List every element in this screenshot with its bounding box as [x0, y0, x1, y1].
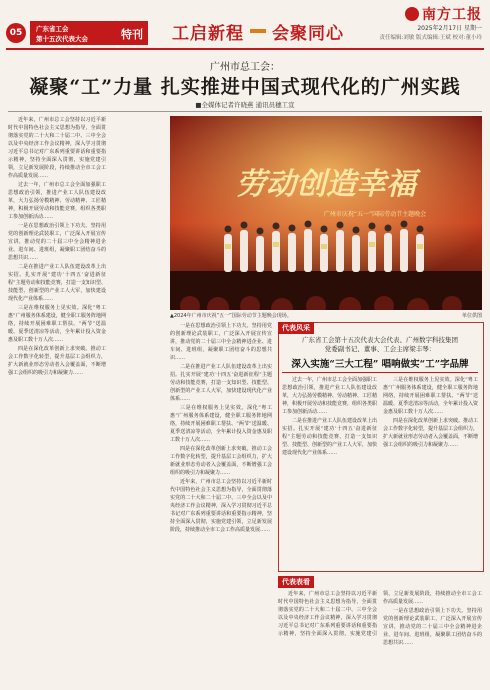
body-paragraph: 二是在推进产业工人队伍建设改革上出实招。扎实开展“建功‘十四五’奋进新征程”主题劳动和技能竞赛，打造一支知识型、技能型、创新型的产业工人大军，加快建设现代化产业体系…… [170, 364, 272, 402]
rep-body-2 [278, 590, 482, 684]
rep-body [282, 376, 478, 566]
slogan [172, 16, 344, 46]
brand [405, 4, 482, 24]
body-paragraph: 过去一年，广州市总工会全面加强职工思想政治引领，推进产业工人队伍建设改革，大力弘扬劳模精神、劳动精神、工匠精神，积极开展劳动和技能竞赛，组织各类职工参加创新活动…… [8, 182, 106, 220]
article-headline: 凝聚“工”力量 扎实推进中国式现代化的广州实践 [29, 76, 461, 98]
rep-line-2: 党委副书记、董事、工会主席梁丰琴： [324, 345, 436, 353]
rep-title-rule [282, 372, 478, 373]
slogan-divider [250, 29, 266, 33]
rep-paragraph: 近年来，广州市总工会坚持以习近平新时代中国特色社会主义思想为指导，全面贯彻落实党的二十大和二十届二中、三中全会以及中央经济工作会议精神，深入学习贯彻习近平总书记对广东系列重要讲话和重要指示精神，坚持全面深入贯彻，实施党建引领，立足新发展阶段，持续推动全市工会工作高质量发展…… [278, 591, 482, 637]
body-paragraph: 近年来，广州市总工会坚持以习近平新时代中国特色社会主义思想为指导，全面贯彻落实党的二十大和二十届二中、三中全会以及中央经济工作会议精神，深入学习贯彻习近平总书记对广东系列重要讲话和重要指示精神，坚持全面深入贯彻，实施党建引领，立足新发展阶段，持续推动全市工会工作高质量发展…… [8, 117, 106, 179]
body-paragraph: 近年来，广州市总工会坚持以习近平新时代中国特色社会主义思想为指导，全面贯彻落实党的二十大和二十届二中、三中全会以及中央经济工作会议精神，深入学习贯彻习近平总书记对广东系列重要讲话和重要指示精神，坚持全面深入贯彻，实施党建引领，立足新发展阶段，持续推动全市工会工作高质量发展…… [170, 479, 272, 533]
photo-caption-row [170, 312, 482, 319]
rep-title: 深入实施“三大工程” 唱响做实“工”字品牌 [291, 359, 469, 370]
edition-line-2: 第十五次代表大会 [36, 35, 88, 43]
photo-caption: ▲2024年广州市庆祝“五一”国际劳动节主题晚会现场。 [170, 313, 292, 319]
masthead [0, 0, 490, 46]
stage-photo-illustration [170, 116, 482, 310]
body-paragraph: 二是在推进产业工人队伍建设改革上出实招。扎实开展“建功‘十四五’奋进新征程”主题劳动和技能竞赛，打造一支知识型、技能型、创新型的产业工人大军，加快建设现代化产业体系…… [8, 264, 106, 302]
slogan-part-b: 会聚同心 [272, 23, 344, 44]
rep-paragraph: 四是在深化改革创新上求突破。推动工会工作数字化转型，提升基层工会组织力，扩大新就业形态劳动者入会覆盖面，不断增强工会组织的吸引力和凝聚力…… [383, 418, 478, 448]
stage-photo [170, 116, 482, 310]
edition-line-1: 广东省工会 [36, 25, 69, 33]
body-column-left [8, 116, 106, 682]
body-column-middle [170, 322, 272, 682]
rep-section-tag-2: 代表表看 [278, 576, 314, 588]
body-paragraph: 一是在思想政治引领上下功夫。坚持用党的创新理论武装职工，广泛深入开展宣传宣讲，推动党的二十届三中全会精神进企业、进车间、进班组，凝聚职工团结奋斗的思想共识…… [170, 323, 272, 361]
headline-rule [8, 111, 482, 112]
body-paragraph: 三是在维权服务上见实效。深化“粤工惠”广州服务体系建设，健全职工服务阵地网络，持续开展困难职工帮扶、“两节”送温暖、夏季送清凉等活动，全年累计投入资金惠及职工数十万人次…… [8, 305, 106, 343]
rep-section-tag: 代表风采 [278, 322, 314, 334]
rep-paragraph: 二是在推进产业工人队伍建设改革上出实招。扎实开展“建功‘十四五’奋进新征程”主题劳动和技能竞赛，打造一支知识型、技能型、创新型的产业工人大军，加快建设现代化产业体系…… [282, 418, 378, 456]
body-paragraph: 一是在思想政治引领上下功夫。坚持用党的创新理论武装职工，广泛深入开展宣传宣讲，推动党的二十届三中全会精神进企业、进车间、进班组，凝聚职工团结奋斗的思想共识…… [8, 223, 106, 261]
editor-credits: 责任编辑:刘敏 版式编辑:王斌 校对:董小玲 [379, 35, 482, 41]
brand-name: 南方工报 [422, 7, 482, 23]
edition-banner [30, 21, 148, 45]
body-paragraph: 四是在深化改革创新上求突破。推动工会工作数字化转型，提升基层工会组织力，扩大新就业形态劳动者入会覆盖面，不断增强工会组织的吸引力和凝聚力…… [8, 346, 106, 376]
special-label: 特刊 [121, 28, 143, 41]
rep-line-1: 广东省工会第十五次代表大会代表、广州数字科技集团 [302, 336, 458, 344]
page-number: 05 [6, 23, 26, 43]
body-paragraph: 四是在深化改革创新上求突破。推动工会工作数字化转型，提升基层工会组织力，扩大新就业形态劳动者入会覆盖面，不断增强工会组织的吸引力和凝聚力…… [170, 446, 272, 476]
article-byline: ■全媒体记者许晓燕 通讯员穗工宣 [195, 101, 295, 109]
slogan-part-a: 工启新程 [172, 23, 244, 44]
rep-paragraph: 三是在维权服务上见实效。深化“粤工惠”广州服务体系建设，健全职工服务阵地网络，持续开展困难职工帮扶、“两节”送温暖、夏季送清凉等活动，全年累计投入资金惠及职工数十万人次…… [383, 377, 478, 415]
banner-subtitle: 广州市庆祝“五一”国际劳动节主题晚会 [323, 211, 427, 218]
photo-credit: 单位供图 [461, 313, 482, 319]
rep-paragraph: 过去一年，广州市总工会全面加强职工思想政治引领，推进产业工人队伍建设改革，大力弘扬劳模精神、劳动精神、工匠精神，积极开展劳动和技能竞赛，组织各类职工参加创新活动…… [282, 377, 378, 415]
header-rule [6, 48, 484, 50]
article-kicker: 广州市总工会： [210, 62, 280, 73]
body-paragraph: 三是在维权服务上见实效。深化“粤工惠”广州服务体系建设，健全职工服务阵地网络，持续开展困难职工帮扶、“两节”送温暖、夏季送清凉等活动，全年累计投入资金惠及职工数十万人次…… [170, 405, 272, 443]
brand-logo-icon [405, 7, 419, 21]
rep-paragraph: 一是在思想政治引领上下功夫。坚持用党的创新理论武装职工，广泛深入开展宣传宣讲，推动党的二十届三中全会精神进企业、进车间、进班组，凝聚职工团结奋斗的思想共识…… [383, 608, 482, 646]
banner-text: 劳动创造幸福 [236, 167, 416, 202]
dateline: 2025年2月17日 星期一 [417, 25, 482, 32]
